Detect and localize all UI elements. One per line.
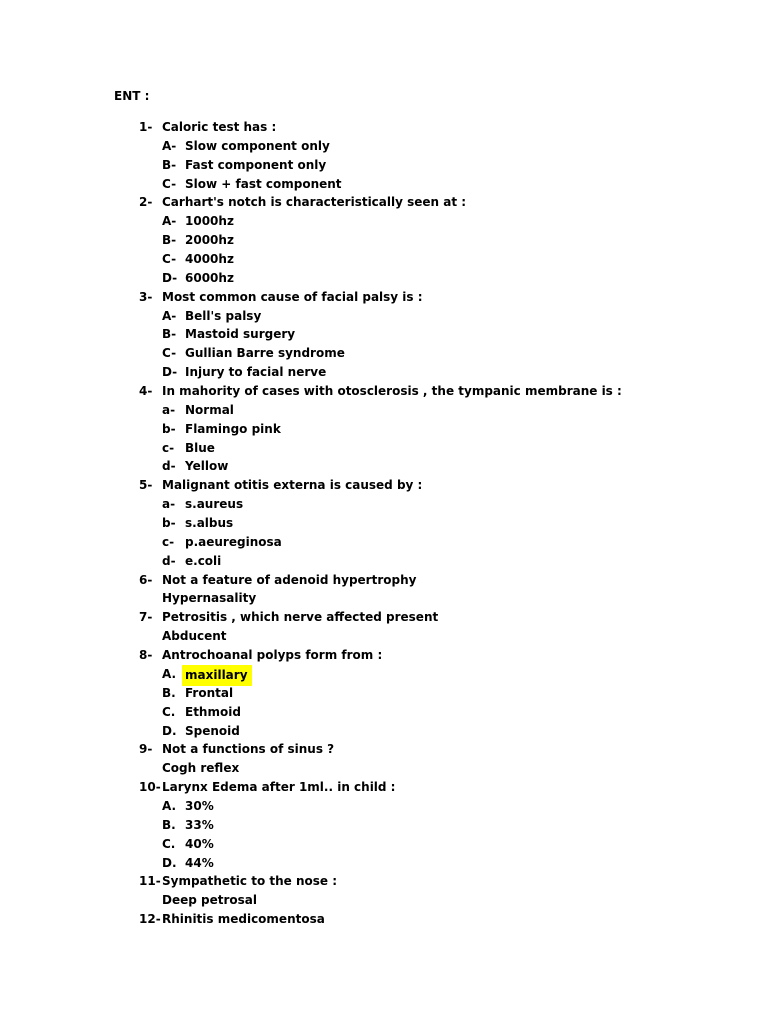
option-text: 6000hz (185, 270, 234, 285)
option-text: s.aureus (185, 497, 244, 512)
option-marker: d- (162, 459, 176, 474)
answer-line (0, 759, 768, 778)
answer-option (0, 439, 768, 458)
option-text: 30% (185, 798, 214, 813)
option-text: 4000hz (185, 252, 234, 267)
option-marker: B- (162, 157, 177, 172)
question-text: Caloric test has : (162, 120, 277, 134)
option-marker: A. (162, 666, 177, 681)
option-marker: B. (162, 685, 176, 700)
option-marker: C- (162, 176, 177, 191)
question-text: Antrochoanal polyps form from : (162, 648, 383, 663)
question-6 (0, 571, 768, 590)
option-marker: C. (162, 836, 176, 851)
option-text: p.aeureginosa (185, 534, 282, 549)
option-marker: C- (162, 346, 177, 361)
question-text: Malignant otitis externa is caused by : (162, 478, 423, 493)
answer-option (0, 401, 768, 420)
question-number: 6- (139, 572, 153, 587)
answer-option (0, 533, 768, 552)
answer-option (0, 231, 768, 250)
answer-option (0, 250, 768, 269)
question-text: Sympathetic to the nose : (162, 874, 338, 889)
answer-option (0, 703, 768, 722)
option-marker: A- (162, 308, 177, 323)
option-text: 2000hz (185, 233, 234, 248)
question-number: 11- (139, 874, 161, 889)
option-text: Blue (185, 440, 215, 455)
answer-option (0, 457, 768, 476)
option-marker: D- (162, 270, 178, 285)
question-number: 12- (139, 912, 161, 927)
answer-option (0, 212, 768, 231)
option-marker: A- (162, 138, 177, 153)
question-text: Not a feature of adenoid hypertrophy (162, 572, 417, 587)
question-7 (0, 608, 768, 627)
question-12 (0, 910, 768, 929)
question-8 (0, 646, 768, 665)
question-number: 5- (139, 478, 153, 493)
answer-line (0, 589, 768, 608)
option-text: Fast component only (185, 157, 327, 172)
answer-option (0, 307, 768, 326)
answer-option (0, 137, 768, 156)
option-text: Slow component only (185, 138, 330, 153)
option-text: Injury to facial nerve (185, 365, 327, 380)
option-text: 1000hz (185, 214, 234, 229)
option-text: Spenoid (185, 723, 240, 738)
question-4 (0, 382, 768, 401)
answer-option (0, 514, 768, 533)
answer-option (0, 684, 768, 703)
option-marker: B- (162, 233, 177, 248)
option-text: Gullian Barre syndrome (185, 346, 345, 361)
answer-text: Abducent (162, 629, 227, 644)
answer-line (0, 891, 768, 910)
question-number: 9- (139, 742, 153, 757)
question-number: 4- (139, 384, 153, 399)
question-number: 3- (139, 289, 153, 304)
option-text: Normal (185, 402, 234, 417)
answer-option (0, 665, 768, 684)
answer-option (0, 325, 768, 344)
question-number: 10- (139, 780, 161, 795)
option-text: Bell's palsy (185, 308, 262, 323)
answer-option (0, 816, 768, 835)
question-10 (0, 778, 768, 797)
option-marker: D. (162, 855, 177, 870)
option-marker: c- (162, 440, 175, 455)
option-marker: B- (162, 327, 177, 342)
answer-option (0, 269, 768, 288)
question-11 (0, 872, 768, 891)
highlighted-option-text: maxillary (182, 665, 252, 686)
answer-option (0, 156, 768, 175)
option-text: 44% (185, 855, 214, 870)
question-2 (0, 193, 768, 212)
question-number: 8- (139, 648, 153, 663)
answer-option (0, 854, 768, 873)
answer-option (0, 363, 768, 382)
answer-text: Cogh reflex (162, 761, 240, 776)
question-3 (0, 288, 768, 307)
answer-option (0, 344, 768, 363)
answer-text: Deep petrosal (162, 893, 257, 908)
option-text: 40% (185, 836, 214, 851)
option-marker: A- (162, 214, 177, 229)
question-text: Not a functions of sinus ? (162, 742, 335, 757)
option-text: Yellow (185, 459, 229, 474)
question-text: In mahority of cases with otosclerosis , the tympanic membrane is : (162, 384, 622, 399)
option-marker: b- (162, 516, 176, 531)
option-marker: a- (162, 497, 176, 512)
option-marker: d- (162, 553, 176, 568)
question-number: 7- (139, 610, 153, 625)
option-marker: b- (162, 421, 176, 436)
option-text: Slow + fast component (185, 176, 342, 191)
answer-option (0, 420, 768, 439)
option-text: Frontal (185, 685, 234, 700)
option-text: e.coli (185, 553, 222, 568)
option-marker: B. (162, 817, 176, 832)
question-text: Most common cause of facial palsy is : (162, 289, 423, 304)
option-marker: D- (162, 365, 178, 380)
question-9 (0, 740, 768, 759)
answer-option (0, 797, 768, 816)
option-marker: D. (162, 723, 177, 738)
option-text: 33% (185, 817, 214, 832)
option-text: Flamingo pink (185, 421, 281, 436)
question-list (0, 118, 768, 929)
question-text: Rhinitis medicomentosa (162, 912, 325, 927)
answer-option (0, 722, 768, 741)
option-marker: a- (162, 402, 176, 417)
answer-option (0, 495, 768, 514)
document-title: ENT : (114, 89, 150, 103)
question-number: 2- (139, 195, 153, 210)
option-marker: c- (162, 534, 175, 549)
answer-option (0, 835, 768, 854)
answer-option (0, 552, 768, 571)
answer-text: Hypernasality (162, 591, 257, 606)
option-marker: A. (162, 798, 177, 813)
question-number: 1- (139, 120, 153, 134)
option-text: Mastoid surgery (185, 327, 296, 342)
question-5 (0, 476, 768, 495)
answer-option (0, 175, 768, 194)
answer-line (0, 627, 768, 646)
question-text: Larynx Edema after 1ml.. in child : (162, 780, 396, 795)
option-marker: C. (162, 704, 176, 719)
question-text: Petrositis , which nerve affected present (162, 610, 439, 625)
question-1 (0, 118, 768, 137)
option-text: Ethmoid (185, 704, 241, 719)
question-text: Carhart's notch is characteristically seen at : (162, 195, 467, 210)
option-marker: C- (162, 252, 177, 267)
option-text: s.albus (185, 516, 234, 531)
